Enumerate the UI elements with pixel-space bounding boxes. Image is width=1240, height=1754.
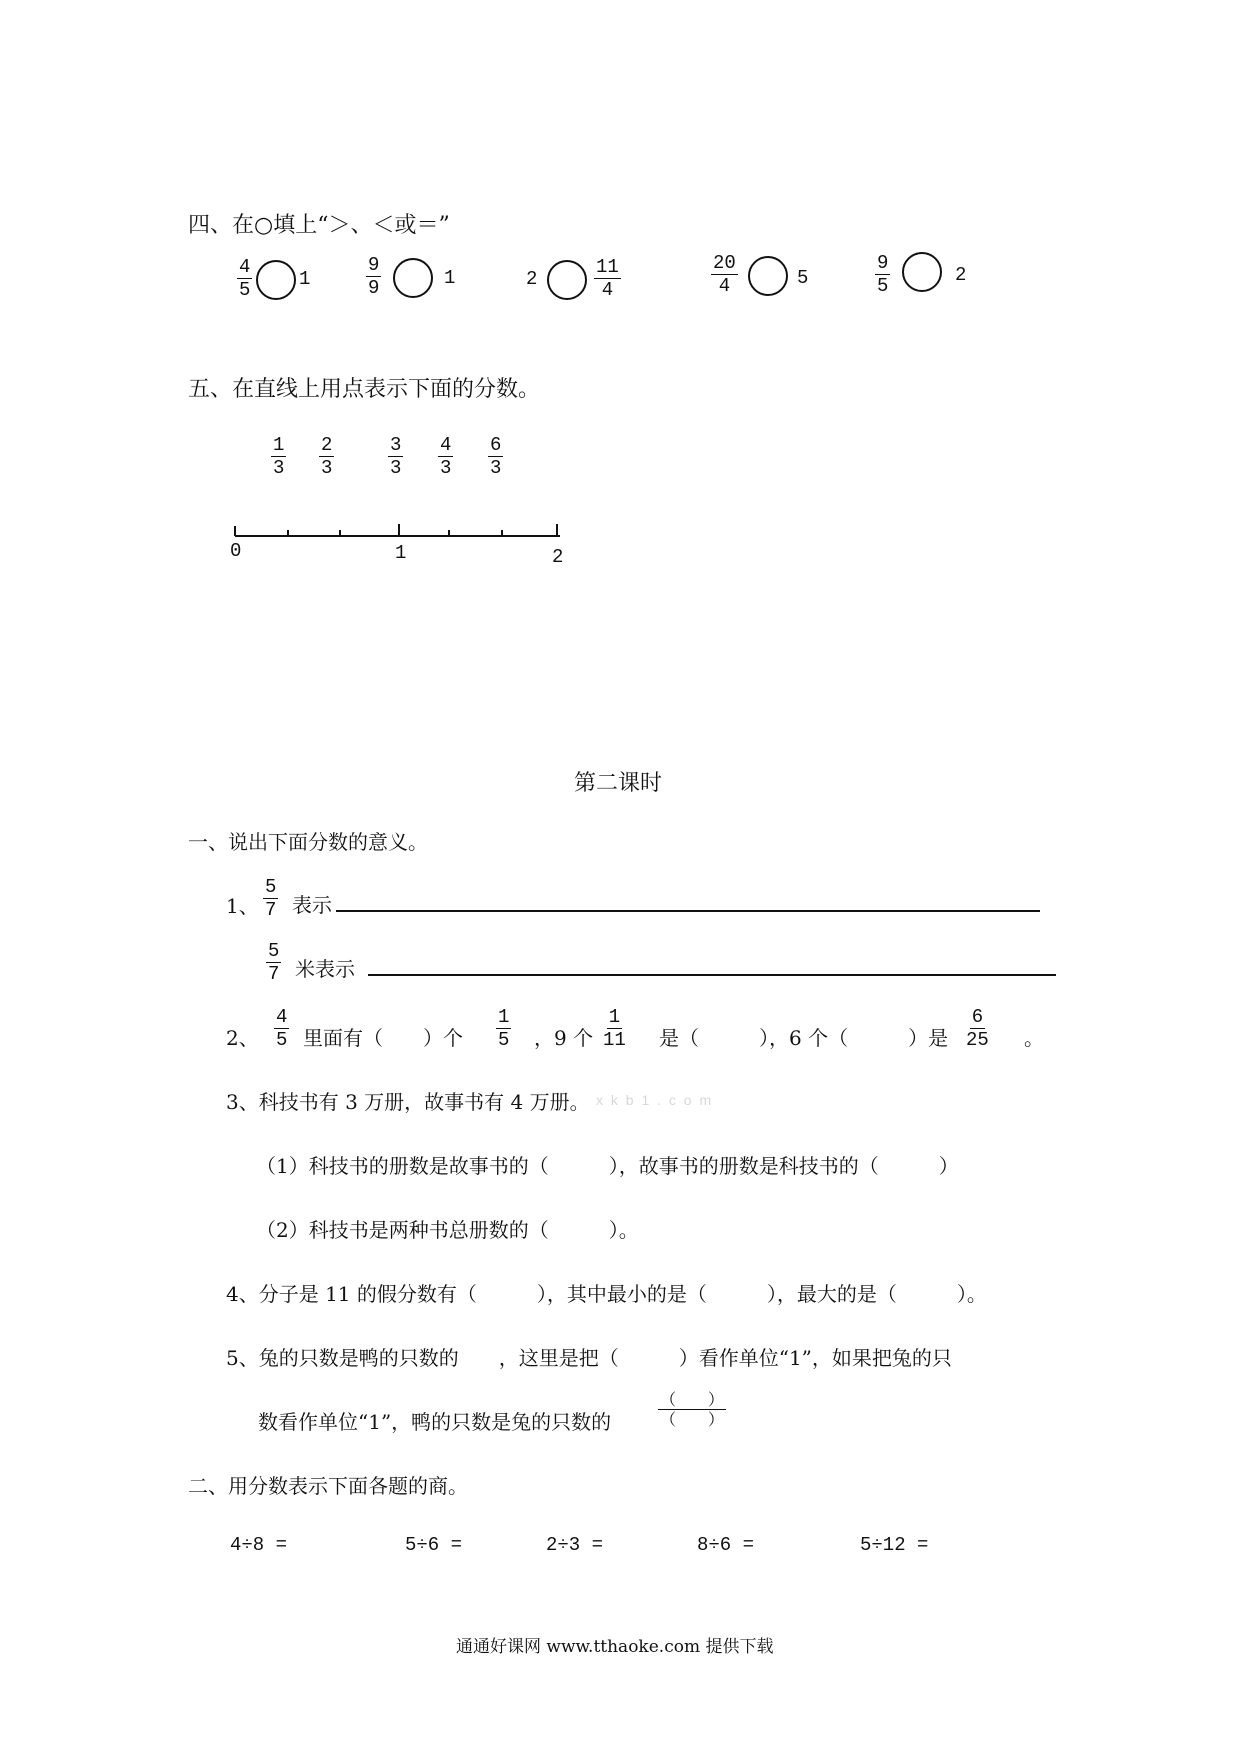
footer-text: 通通好课网 www.tthaoke.com 提供下载 bbox=[456, 1637, 774, 1657]
fraction: $\frac{4}{3}$ bbox=[440, 434, 452, 479]
fraction: $\frac{2}{3}$ bbox=[321, 434, 333, 479]
compare-circle[interactable] bbox=[547, 260, 587, 300]
number-line-label: 0 bbox=[230, 540, 242, 562]
fraction: $\frac{5}{7}$ bbox=[268, 940, 280, 985]
number-line-label: 1 bbox=[395, 542, 407, 564]
fraction: $\frac{1}{11}$ bbox=[603, 1006, 626, 1051]
question-number: 2、 bbox=[226, 1026, 259, 1050]
fraction: $\frac{20}{4}$ bbox=[713, 252, 736, 297]
division-item: 2÷3 = bbox=[546, 1534, 604, 1556]
division-item: 4÷8 = bbox=[230, 1534, 288, 1556]
question-text: 3、科技书有 3 万册，故事书有 4 万册。 bbox=[226, 1090, 590, 1114]
fraction: $\frac{4}{5}$ bbox=[239, 256, 251, 301]
question-text: 5、兔的只数是鸭的只数的 ，这里是把（ ）看作单位“1”，如果把兔的只 bbox=[226, 1346, 952, 1370]
fraction: $\frac{6}{3}$ bbox=[490, 434, 502, 479]
blank-fraction[interactable]: （ ） （ ） bbox=[660, 1390, 725, 1429]
compare-circle[interactable] bbox=[393, 258, 433, 298]
question-number: 1、 bbox=[226, 894, 259, 918]
fraction: $\frac{3}{3}$ bbox=[390, 434, 402, 479]
question-text: 4、分子是 11 的假分数有（ ），其中最小的是（ ），最大的是（ ）。 bbox=[226, 1282, 987, 1306]
question-text: （2）科技书是两种书总册数的（ ）。 bbox=[256, 1218, 639, 1242]
fraction: $\frac{4}{5}$ bbox=[276, 1006, 288, 1051]
fraction: $\frac{9}{5}$ bbox=[877, 252, 889, 297]
question-text: 是（ ），6 个（ ）是 bbox=[659, 1026, 949, 1050]
compare-circle[interactable] bbox=[748, 256, 788, 296]
section-4-title: 四、在○填上“＞、＜或＝” bbox=[188, 213, 450, 238]
fraction: $\frac{5}{7}$ bbox=[265, 876, 277, 921]
part-2-title: 二、用分数表示下面各题的商。 bbox=[188, 1474, 468, 1498]
compare-circle[interactable] bbox=[256, 260, 296, 300]
question-text: （1）科技书的册数是故事书的（ ），故事书的册数是科技书的（ ） bbox=[256, 1154, 959, 1178]
compare-value: 1 bbox=[444, 267, 456, 289]
question-text: 。 bbox=[1024, 1026, 1044, 1050]
compare-value: 2 bbox=[955, 264, 967, 286]
compare-circle[interactable] bbox=[902, 252, 942, 292]
answer-line[interactable] bbox=[336, 910, 1040, 912]
fraction: $\frac{1}{3}$ bbox=[273, 434, 285, 479]
division-item: 5÷6 = bbox=[405, 1534, 463, 1556]
watermark: x k b 1 . c o m bbox=[596, 1092, 714, 1108]
question-text: 表示 bbox=[292, 893, 332, 917]
question-text: ，9 个 bbox=[534, 1026, 594, 1050]
fraction: $\frac{9}{9}$ bbox=[368, 254, 380, 299]
lesson-heading: 第二课时 bbox=[574, 771, 663, 796]
fraction: $\frac{11}{4}$ bbox=[596, 256, 619, 301]
question-text: 数看作单位“1”，鸭的只数是兔的只数的 bbox=[258, 1410, 612, 1434]
section-5-title: 五、在直线上用点表示下面的分数。 bbox=[188, 377, 541, 402]
part-1-title: 一、说出下面分数的意义。 bbox=[188, 830, 428, 854]
compare-value: 1 bbox=[299, 268, 311, 290]
division-item: 8÷6 = bbox=[697, 1534, 755, 1556]
answer-line[interactable] bbox=[368, 974, 1056, 976]
question-text: 里面有（ ）个 bbox=[303, 1026, 463, 1050]
fraction: $\frac{6}{25}$ bbox=[966, 1006, 989, 1051]
number-line-label: 2 bbox=[552, 546, 564, 568]
compare-value: 2 bbox=[526, 268, 538, 290]
division-item: 5÷12 = bbox=[860, 1534, 929, 1556]
fraction: $\frac{1}{5}$ bbox=[498, 1006, 510, 1051]
question-text: 米表示 bbox=[295, 957, 355, 981]
compare-value: 5 bbox=[797, 267, 809, 289]
